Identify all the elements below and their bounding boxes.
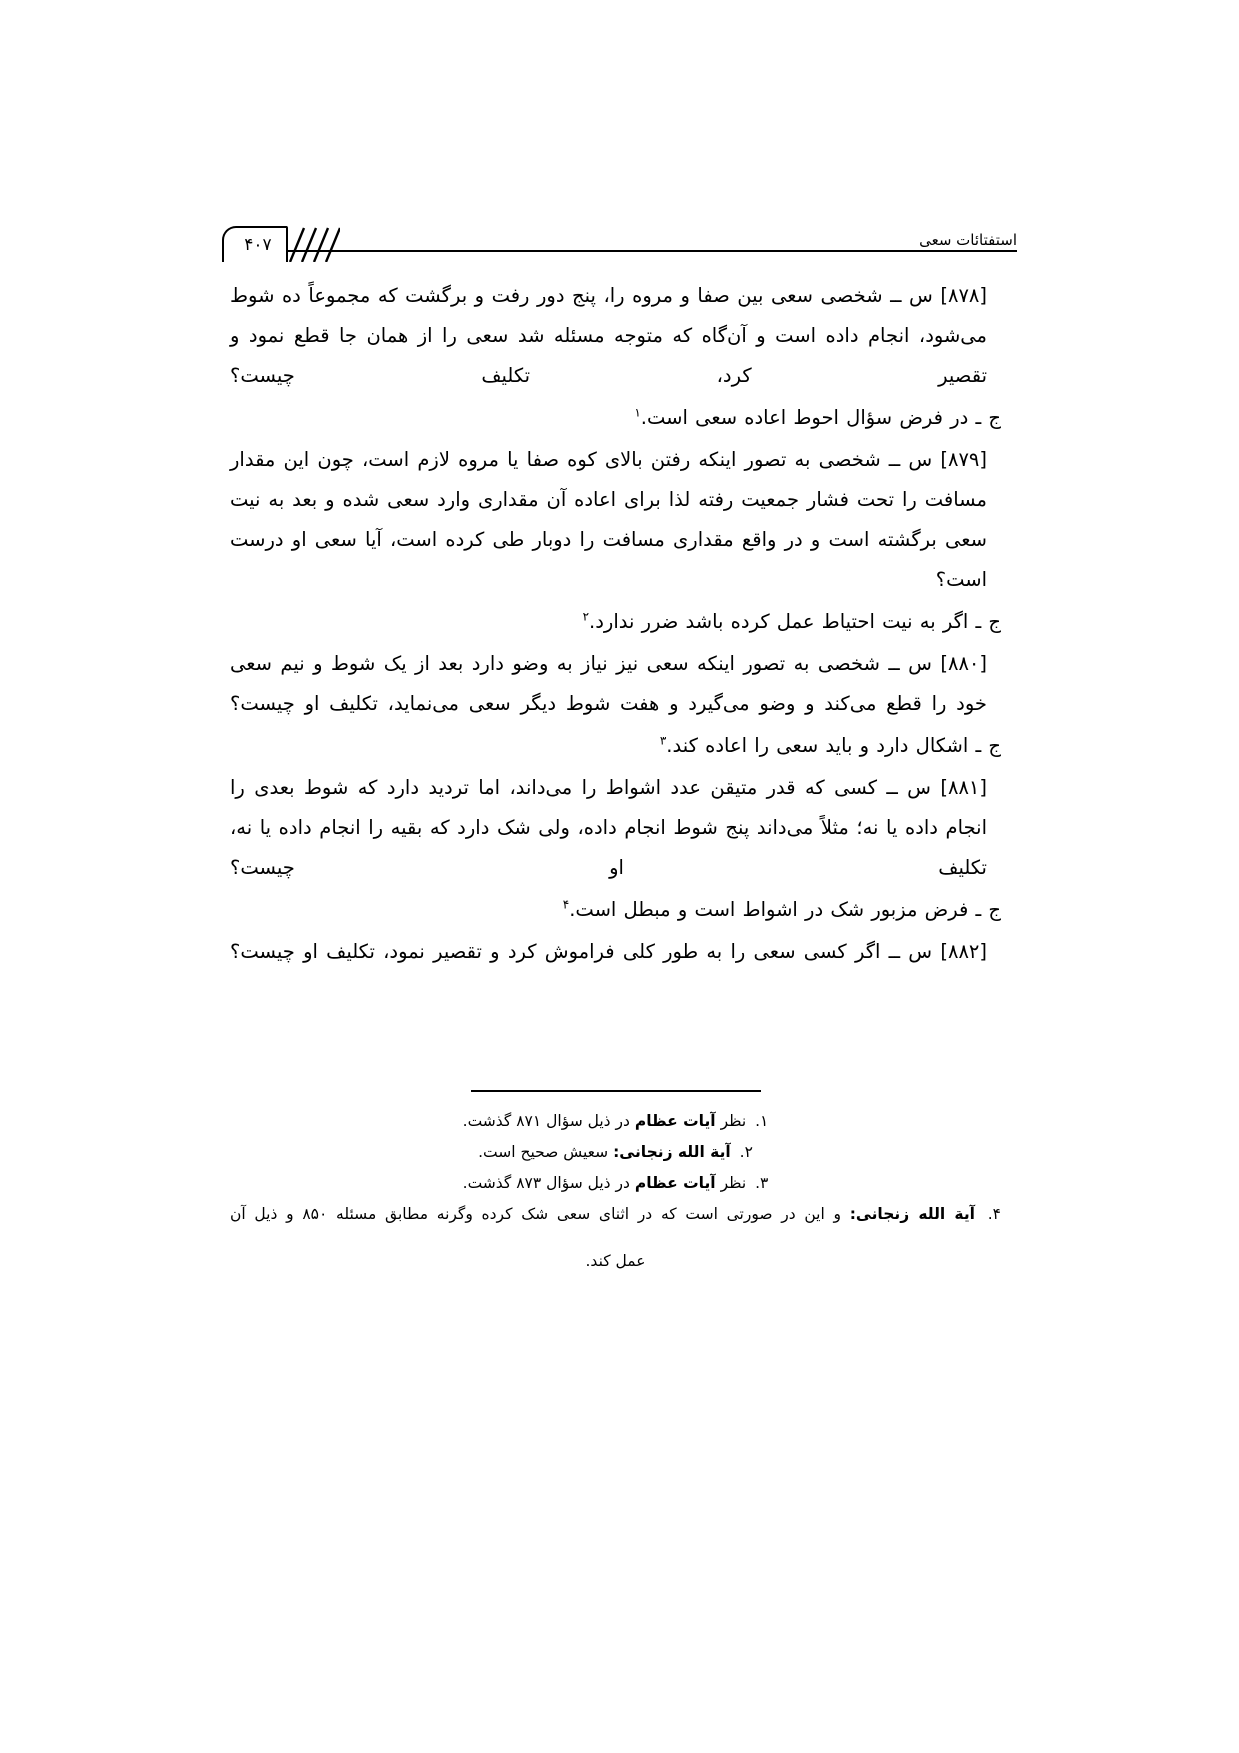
- footnote-marker: ۱.: [755, 1112, 769, 1130]
- footnote-authority: آیة الله زنجانی:: [613, 1143, 731, 1161]
- footnote-ref-1[interactable]: ۱: [634, 405, 641, 420]
- footnote-separator-rule: [471, 1090, 761, 1092]
- question-878-text: [۸۷۸] س ــ شخصی سعی بین صفا و مروه را، پنج دور رفت و برگشت که مجموعاً ده شوط می‌شود، انجام داده است و آن‌گاه که متوجه مسئله شد سعی را از همان جا قطع نمود و تقصیر کرد، تکلیف چیست؟: [230, 284, 987, 387]
- running-header-title: استفتائات سعی: [919, 231, 1017, 249]
- answer-881: [230, 890, 1001, 930]
- footnote-item: [230, 1137, 1001, 1168]
- footnote-item: [230, 1199, 1001, 1230]
- answer-880: [230, 726, 1001, 766]
- footnotes-section: [230, 1090, 1001, 1292]
- question-882: [230, 932, 1001, 972]
- footnote-continuation: عمل کند.: [585, 1251, 646, 1270]
- question-881-text: [۸۸۱] س ــ کسی که قدر متیقن عدد اشواط را می‌داند، اما تردید دارد که شوط بعدی را انجام داده یا نه؛ مثلاً می‌داند پنج شوط انجام داده، ولی شک دارد که بقیه را انجام داده یا نه، تکلیف او چیست؟: [230, 776, 987, 879]
- footnote-ref-3[interactable]: ۳: [659, 733, 667, 748]
- answer-878-text: ج ـ در فرض سؤال احوط اعاده سعی است.: [640, 406, 1001, 429]
- footnote-authority: آیات عظام: [634, 1174, 716, 1192]
- question-879: [230, 440, 1001, 600]
- question-880-text: [۸۸۰] س ــ شخصی به تصور اینکه سعی نیز نیاز به وضو دارد بعد از یک شوط و نیم سعی خود را قطع می‌کند و وضو می‌گیرد و هفت شوط دیگر سعی می‌نماید، تکلیف او چیست؟: [230, 652, 987, 715]
- body-text: [230, 276, 1001, 974]
- answer-880-text: ج ـ اشکال دارد و باید سعی را اعاده کند.: [666, 734, 1001, 757]
- footnote-ref-2[interactable]: ۲: [582, 609, 590, 624]
- footnote-authority: آیة الله زنجانی:: [849, 1205, 975, 1223]
- question-881: [230, 768, 1001, 888]
- answer-879-text: ج ـ اگر به نیت احتیاط عمل کرده باشد ضرر ندارد.: [589, 610, 1001, 633]
- answer-878: [230, 398, 1001, 438]
- question-879-text: [۸۷۹] س ــ شخصی به تصور اینکه رفتن بالای کوه صفا یا مروه لازم است، چون این مقدار مسافت را تحت فشار جمعیت رفته لذا برای اعاده آن مقداری وارد سعی شده و بعد به نیت سعی برگشته است و در واقع مقداری مسافت را دوبار طی کرده است، آیا سعی او درست است؟: [230, 448, 987, 591]
- footnote-body: در ذیل سؤال ۸۷۱ گذشت.: [462, 1112, 630, 1130]
- folio-block: [222, 220, 342, 260]
- answer-879: [230, 602, 1001, 642]
- page-number: ۴۰۷: [244, 235, 272, 255]
- footnote-authority: آیات عظام: [634, 1112, 716, 1130]
- footnote-marker: ۴.: [987, 1205, 1001, 1223]
- footnote-body: در ذیل سؤال ۸۷۳ گذشت.: [462, 1174, 630, 1192]
- footnote-item: [230, 1168, 1001, 1199]
- question-878: [230, 276, 1001, 396]
- question-882-text: [۸۸۲] س ــ اگر کسی سعی را به طور کلی فراموش کرد و تقصیر نمود، تکلیف او چیست؟: [230, 940, 987, 963]
- answer-881-text: ج ـ فرض مزبور شک در اشواط است و مبطل است.: [569, 898, 1001, 921]
- footnote-marker: ۲.: [739, 1143, 753, 1161]
- footnote-item: [230, 1106, 1001, 1137]
- slash-ornament-icon: [284, 226, 340, 262]
- footnote-lead: نظر: [720, 1174, 747, 1192]
- footnote-lead: نظر: [720, 1112, 747, 1130]
- footnote-body: سعیش صحیح است.: [478, 1143, 609, 1161]
- footnote-body: و این در صورتی است که در اثنای سعی شک کرده وگرنه مطابق مسئله ۸۵۰ و ذیل آن: [230, 1205, 841, 1223]
- question-880: [230, 644, 1001, 724]
- footnote-ref-4[interactable]: ۴: [562, 897, 570, 912]
- page-header: [222, 212, 1017, 260]
- footnote-marker: ۳.: [755, 1174, 769, 1192]
